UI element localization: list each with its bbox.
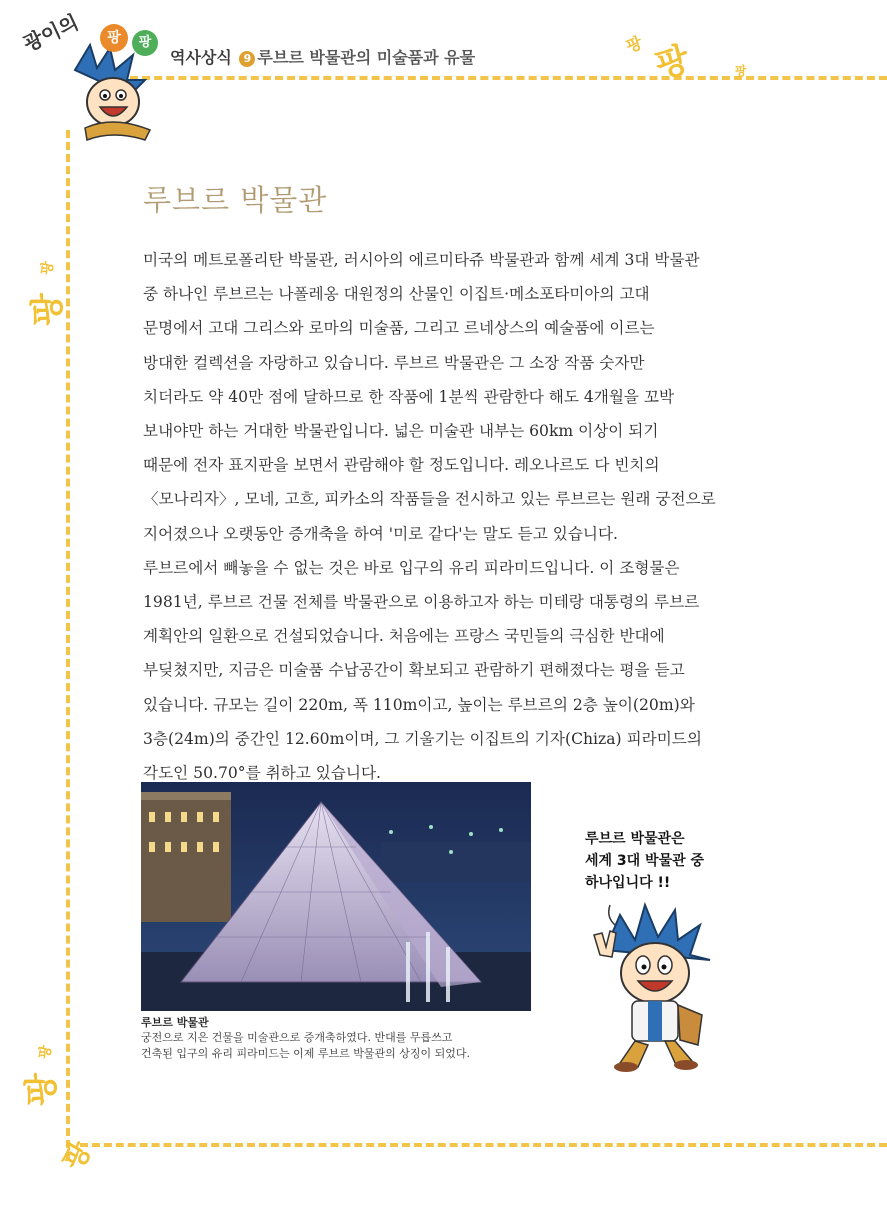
caption-line: 건축된 입구의 유리 피라미드는 이제 루브르 박물관의 상징이 되었다. — [141, 1047, 470, 1060]
pang-decoration-left-big: 팡 — [27, 293, 68, 326]
pang-decoration-left-small: 팡 — [38, 260, 57, 277]
louvre-pyramid-photo — [141, 782, 531, 1011]
mascot-character — [580, 895, 730, 1075]
body-line: 치더라도 약 40만 점에 달하므로 한 작품에 1분씩 관람한다 해도 4개월을 꼬박 — [143, 387, 675, 406]
logo-bubble-green: 팡 — [132, 30, 158, 56]
article-title: 루브르 박물관 — [143, 183, 328, 217]
pyramid-illustration — [141, 782, 531, 1011]
body-line: 루브르에서 빼놓을 수 없는 것은 바로 입구의 유리 피라미드입니다. 이 조형물은 — [143, 558, 680, 577]
body-line: 미국의 메트로폴리탄 박물관, 러시아의 에르미타쥬 박물관과 함께 세계 3대 박물관 — [143, 251, 700, 269]
body-line: 때문에 전자 표지판을 보면서 관람해야 할 정도입니다. 레오나르도 다 빈치의 — [143, 456, 660, 475]
header-subtitle: 루브르 박물관의 미술품과 유물 — [257, 48, 476, 67]
pang-decoration-top-tiny: 팡 — [735, 64, 747, 78]
body-line: 부딪쳤지만, 지금은 미술품 수납공간이 확보되고 관람하기 편해졌다는 평을 듣고 — [143, 661, 685, 680]
speech-line: 세계 3대 박물관 중 — [585, 853, 705, 869]
header-title — [170, 45, 475, 68]
body-line: 방대한 컬렉션을 자랑하고 있습니다. 루브르 박물관은 그 소장 작품 숫자만 — [143, 353, 645, 372]
top-border — [130, 76, 887, 80]
body-line: 보내야만 하는 거대한 박물관입니다. 넓은 미술관 내부는 60km 이상이 되기 — [143, 422, 659, 441]
body-line: 각도인 50.70°를 취하고 있습니다. — [143, 764, 381, 783]
pang-decoration-top-big: 팡 — [651, 39, 694, 87]
photo-caption-text — [141, 1030, 470, 1062]
series-label: 역사상식 — [170, 48, 232, 67]
pang-decoration-bottom-big: 팡 — [21, 1073, 62, 1106]
speech-line: 하나입니다 !! — [585, 875, 671, 891]
body-line: 〈모나리자〉, 모네, 고흐, 피카소의 작품들을 전시하고 있는 루브르는 원래 궁전으로 — [143, 490, 716, 509]
pang-decoration-corner: 팡 — [55, 1135, 98, 1176]
speech-text — [585, 828, 704, 894]
body-line: 계획안의 일환으로 건설되었습니다. 처음에는 프랑스 국민들의 극심한 반대에 — [143, 627, 665, 646]
logo-text: 광이의 — [19, 9, 83, 57]
body-line: 문명에서 고대 그리스와 로마의 미술품, 그리고 르네상스의 예술품에 이르는 — [143, 319, 655, 338]
body-line: 지어졌으나 오랫동안 증개축을 하여 '미로 같다'는 말도 듣고 있습니다. — [143, 524, 618, 543]
pang-decoration-bottom-small: 팡 — [36, 1044, 55, 1061]
body-line: 있습니다. 규모는 길이 220m, 폭 110m이고, 높이는 루브르의 2층 높이(20m)와 — [143, 695, 695, 714]
logo-bubble-orange: 팡 — [100, 24, 128, 52]
body-line: 1981년, 루브르 건물 전체를 박물관으로 이용하고자 하는 미테랑 대통령의 루브르 — [143, 593, 700, 612]
pang-decoration-top-small: 팡 — [623, 32, 645, 57]
mascot-logo — [55, 40, 165, 150]
caption-line: 궁전으로 지은 건물을 미술관으로 증개축하였다. 반대를 무릅쓰고 — [141, 1031, 453, 1044]
article-body — [143, 243, 763, 790]
left-border — [66, 130, 70, 1160]
bottom-border — [80, 1143, 887, 1147]
photo-caption-title: 루브르 박물관 — [141, 1016, 209, 1029]
chapter-number: 9 — [239, 51, 255, 67]
body-line: 중 하나인 루브르는 나폴레옹 대원정의 산물인 이집트·메소포타미아의 고대 — [143, 285, 650, 304]
body-line: 3층(24m)의 중간인 12.60m이며, 그 기울기는 이집트의 기자(Chiza) 피라미드의 — [143, 729, 702, 748]
speech-line: 루브르 박물관은 — [585, 831, 685, 847]
